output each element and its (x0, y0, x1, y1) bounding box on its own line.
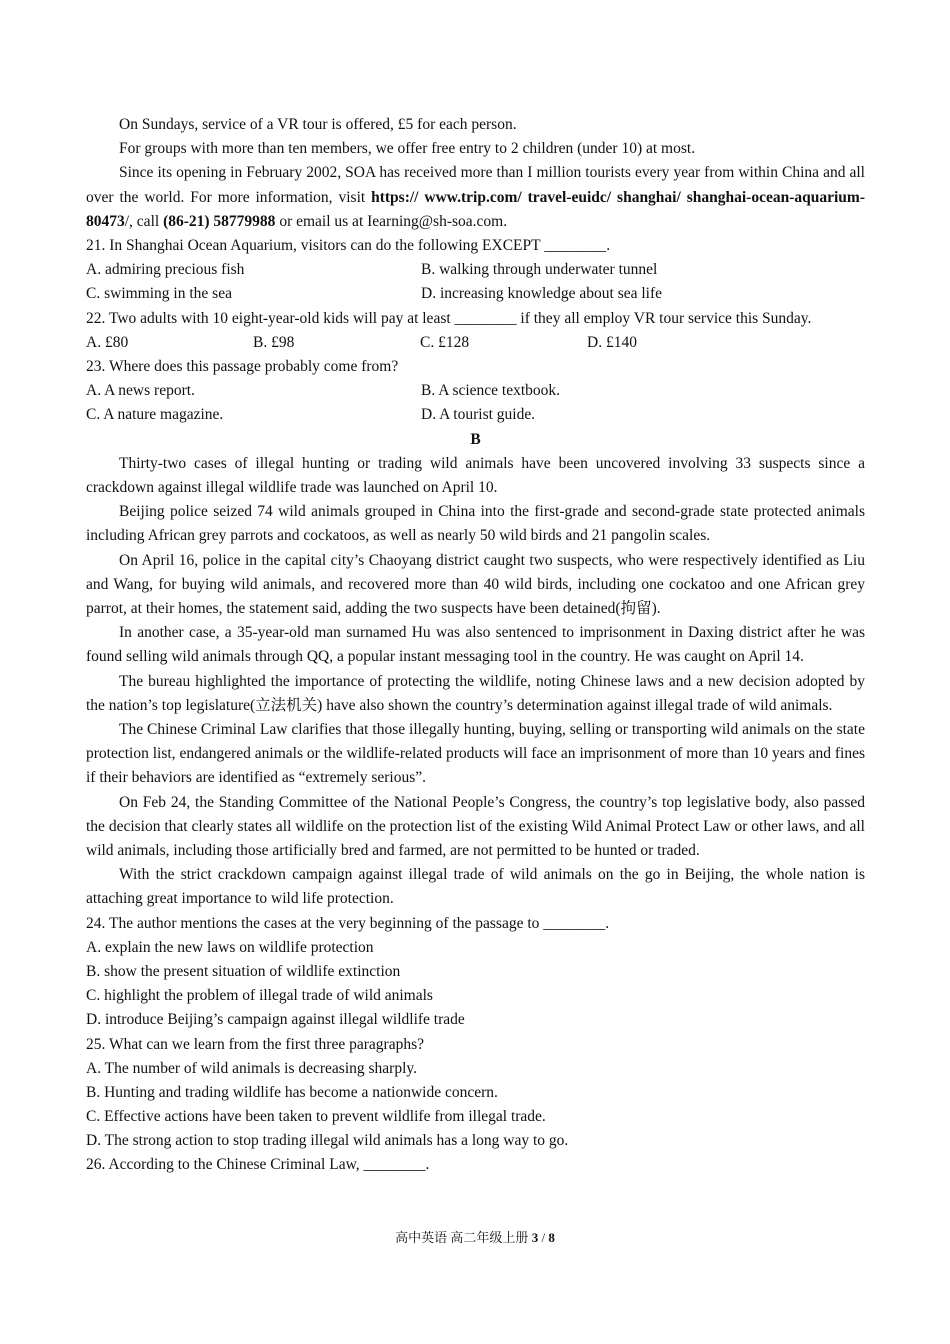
option-a: A. explain the new laws on wildlife protection (86, 938, 374, 956)
intro-text-mid: /, call (124, 212, 164, 230)
section-heading: B (470, 430, 481, 448)
option-b: B. A science textbook. (421, 382, 561, 400)
question-25: 25. What can we learn from the first three paragraphs? (86, 1035, 424, 1053)
question-21: 21. In Shanghai Ocean Aquarium, visitors can do the following EXCEPT ________. (86, 237, 611, 255)
page-separator: / (538, 1230, 549, 1245)
passage-paragraph: On April 16, police in the capital city’s Chaoyang district caught two suspects, who were respectively identified as Liu and Wang, for buying wild animals, and recovered more than 40 wild birds, including one cockatoo and one African grey parrot, at their homes, the statement said, adding the two suspects have been detained(拘留). (86, 551, 865, 617)
passage-paragraph: The Chinese Criminal Law clarifies that those illegally hunting, buying, selling or transporting wild animals on the state protection list, endangered animals or the wildlife-related products will face an imprisonment of more than 10 years and fines if their behaviors are identified as “extremely serious”. (86, 720, 865, 787)
option-b: B. show the present situation of wildlife extinction (86, 962, 401, 980)
page-number: 3 (531, 1230, 539, 1245)
option-c: C. £128 (420, 333, 470, 351)
option-c: C. swimming in the sea (86, 285, 232, 303)
intro-paragraph-2: For groups with more than ten members, we offer free entry to 2 children (under 10) at most. (119, 140, 696, 158)
passage-paragraph: The bureau highlighted the importance of protecting the wildlife, noting Chinese laws and a new decision adopted by the nation’s top legislature(立法机关) have also shown the country’s determination against illegal trade of wild animals. (86, 672, 865, 714)
intro-paragraph-1: On Sundays, service of a VR tour is offered, £5 for each person. (119, 116, 517, 133)
intro-paragraph-3 (86, 161, 865, 234)
option-c: C. Effective actions have been taken to prevent wildlife from illegal trade. (86, 1108, 546, 1126)
intro-text-end: or email us at Iearning@sh-soa.com. (275, 212, 508, 230)
passage-paragraph: Thirty-two cases of illegal hunting or trading wild animals have been uncovered involving 33 suspects since a crackdown against illegal wildlife trade was launched on April 10. (86, 454, 865, 496)
passage-paragraph: With the strict crackdown campaign against illegal trade of wild animals on the go in Beijing, the whole nation is attaching great importance to wild life protection. (86, 866, 865, 908)
question-26: 26. According to the Chinese Criminal Law, ________. (86, 1156, 430, 1174)
option-b: B. £98 (253, 333, 295, 351)
option-c: C. A nature magazine. (86, 406, 224, 424)
passage-paragraph: In another case, a 35-year-old man surnamed Hu was also sentenced to imprisonment in Daxing district after he was found selling wild animals through QQ, a popular instant messaging tool in the country. He was caught on April 14. (86, 624, 865, 666)
option-a: A. £80 (86, 333, 129, 351)
option-d: D. The strong action to stop trading illegal wild animals has a long way to go. (86, 1132, 569, 1150)
page-footer (0, 1228, 950, 1248)
option-a: A. admiring precious fish (86, 261, 245, 279)
phone-number: (86-21) 58779988 (163, 212, 276, 230)
option-a: A. A news report. (86, 382, 195, 400)
question-21-options-row1 (86, 258, 865, 282)
question-22: 22. Two adults with 10 eight-year-old kids will pay at least ________ if they all employ VR tour service this Sunday. (86, 309, 812, 327)
question-24: 24. The author mentions the cases at the very beginning of the passage to ________. (86, 914, 610, 932)
question-23: 23. Where does this passage probably come from? (86, 357, 399, 375)
question-23-options-row2 (86, 403, 865, 427)
option-d: D. increasing knowledge about sea life (421, 285, 663, 303)
document-page (86, 113, 865, 1178)
question-22-options (86, 331, 865, 355)
question-23-options-row1 (86, 379, 865, 403)
option-a: A. The number of wild animals is decreasing sharply. (86, 1059, 418, 1077)
option-b: B. Hunting and trading wildlife has become a nationwide concern. (86, 1083, 498, 1101)
intro-text: Since its opening in February 2002, SOA has received more than I million tourists every year from within China and all over the world. For more information, visit (86, 164, 865, 206)
footer-label: 高中英语 高二年级上册 (395, 1230, 532, 1245)
option-d: D. introduce Beijing’s campaign against illegal wildlife trade (86, 1011, 465, 1029)
website-url[interactable]: https:// www.trip.com/ travel-euidc/ shanghai/ shanghai-ocean-aquarium-80473 (86, 188, 865, 230)
option-d: D. A tourist guide. (421, 406, 536, 424)
passage-paragraph: Beijing police seized 74 wild animals grouped in China into the first-grade and second-grade state protected animals including African grey parrots and cockatoos, as well as nearly 50 wild birds and 21 pangolin scales. (86, 503, 865, 545)
option-d: D. £140 (587, 333, 637, 351)
passage-paragraph: On Feb 24, the Standing Committee of the National People’s Congress, the country’s top legislative body, also passed the decision that clearly states all wildlife on the protection list of the existing Wild Animal Protect Law or other laws, and all wild animals, including those artificially bred and farmed, are not permitted to be hunted or traded. (86, 793, 865, 859)
question-21-options-row2 (86, 282, 865, 306)
page-total: 8 (548, 1230, 555, 1245)
option-b: B. walking through underwater tunnel (421, 261, 658, 279)
option-c: C. highlight the problem of illegal trade of wild animals (86, 987, 433, 1005)
